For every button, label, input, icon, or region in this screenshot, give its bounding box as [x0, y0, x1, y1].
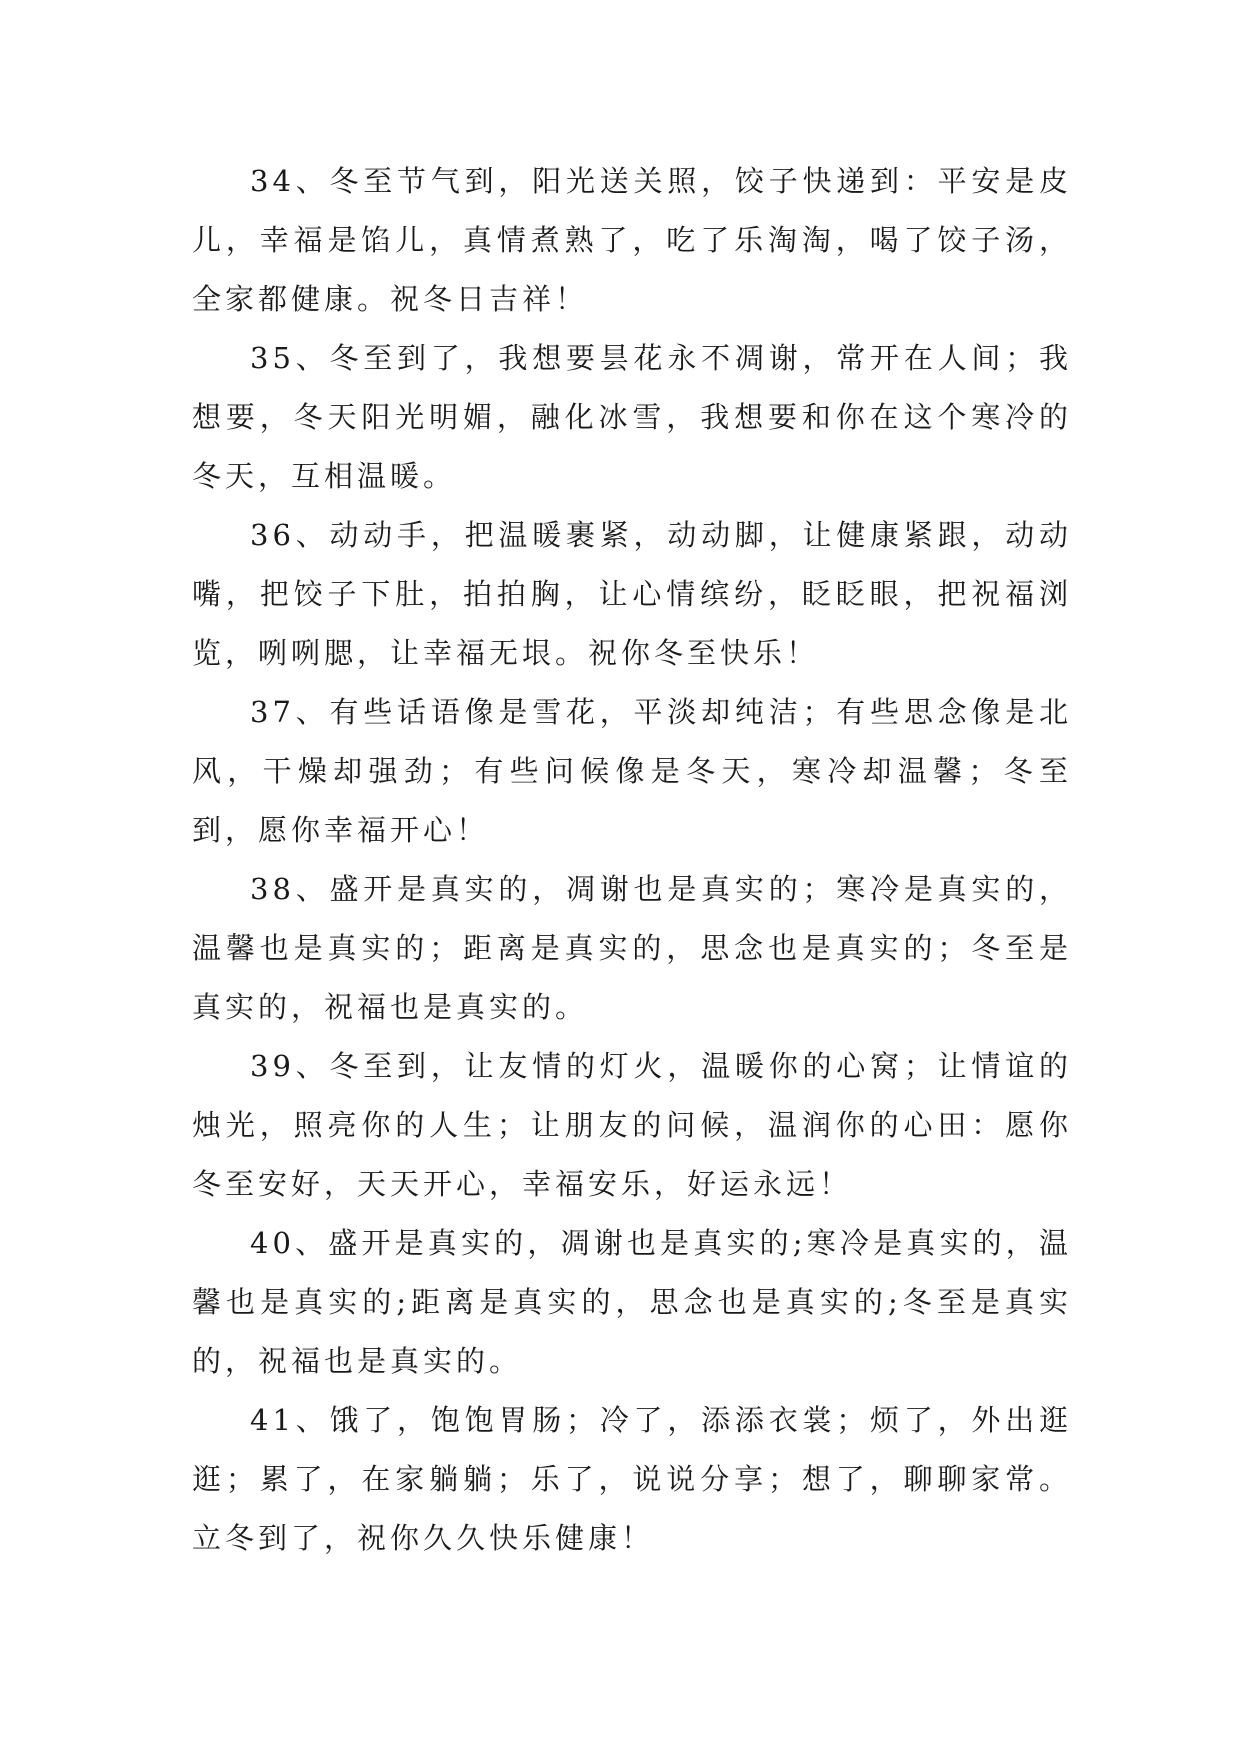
- paragraph-37: 37、有些话语像是雪花，平淡却纯洁；有些思念像是北风，干燥却强劲；有些问候像是冬天，寒冷却温馨；冬至到，愿你幸福开心！: [192, 695, 1072, 847]
- paragraph-38: 38、盛开是真实的，凋谢也是真实的；寒冷是真实的，温馨也是真实的；距离是真实的，思念也是真实的；冬至是真实的，祝福也是真实的。: [192, 872, 1072, 1024]
- paragraph-34: 34、冬至节气到，阳光送关照，饺子快递到：平安是皮儿，幸福是馅儿，真情煮熟了，吃了乐淘淘，喝了饺子汤，全家都健康。祝冬日吉祥！: [192, 164, 1072, 316]
- paragraph-41: 41、饿了，饱饱胃肠；冷了，添添衣裳；烦了，外出逛逛；累了，在家躺躺；乐了，说说分享；想了，聊聊家常。立冬到了，祝你久久快乐健康！: [192, 1403, 1072, 1555]
- paragraph-35: 35、冬至到了，我想要昙花永不凋谢，常开在人间；我想要，冬天阳光明媚，融化冰雪，我想要和你在这个寒冷的冬天，互相温暖。: [192, 341, 1072, 493]
- document-body: [192, 152, 1072, 1568]
- paragraph-36: 36、动动手，把温暖裹紧，动动脚，让健康紧跟，动动嘴，把饺子下肚，拍拍胸，让心情缤纷，眨眨眼，把祝福浏览，咧咧腮，让幸福无垠。祝你冬至快乐！: [192, 518, 1072, 670]
- paragraph-40: 40、盛开是真实的，凋谢也是真实的;寒冷是真实的，温馨也是真实的;距离是真实的，思念也是真实的;冬至是真实的，祝福也是真实的。: [192, 1226, 1072, 1378]
- paragraph-39: 39、冬至到，让友情的灯火，温暖你的心窝；让情谊的烛光，照亮你的人生；让朋友的问候，温润你的心田：愿你冬至安好，天天开心，幸福安乐，好运永远！: [192, 1049, 1072, 1201]
